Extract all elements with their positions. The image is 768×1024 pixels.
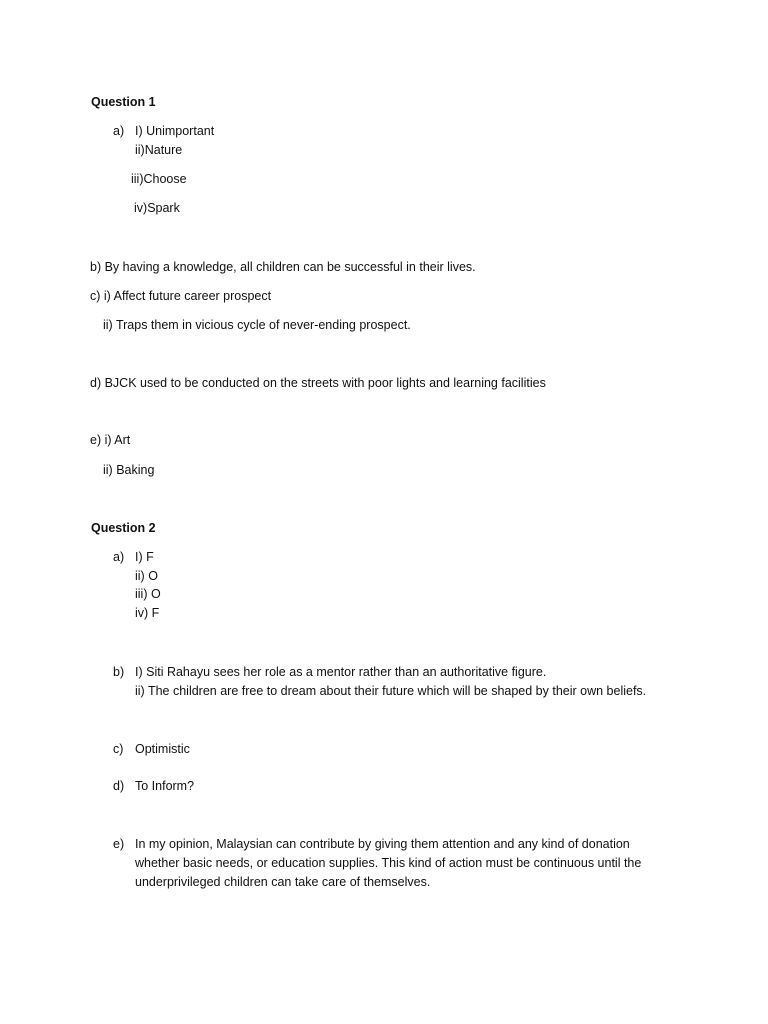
q1-c-answer-2: ii) Traps them in vicious cycle of never-ending prospect. bbox=[103, 318, 411, 332]
q1-e-answer-2: ii) Baking bbox=[103, 463, 155, 477]
question-1-heading: Question 1 bbox=[91, 95, 156, 109]
q1-a-item-3: iii)Choose bbox=[131, 172, 187, 186]
q1-b-answer: b) By having a knowledge, all children can be successful in their lives. bbox=[90, 260, 476, 274]
q2-c-answer: Optimistic bbox=[135, 742, 190, 756]
q1-e-answer-1: e) i) Art bbox=[90, 433, 131, 447]
q2-d-marker: d) bbox=[113, 779, 125, 793]
question-2-heading: Question 2 bbox=[91, 521, 156, 535]
q2-e-line-3: underprivileged children can take care of themselves. bbox=[135, 875, 431, 889]
q2-a-item-4: iv) F bbox=[135, 606, 160, 620]
q1-d-answer: d) BJCK used to be conducted on the streets with poor lights and learning facilities bbox=[90, 376, 546, 390]
q2-b-item-2: ii) The children are free to dream about their future which will be shaped by their own beliefs. bbox=[135, 684, 647, 698]
q2-a-marker: a) bbox=[113, 550, 125, 564]
q2-a-item-2: ii) O bbox=[135, 569, 158, 583]
q1-a-item-2: ii)Nature bbox=[135, 143, 183, 157]
q1-a-marker: a) bbox=[113, 124, 125, 138]
q2-e-marker: e) bbox=[113, 837, 125, 851]
q2-a-item-3: iii) O bbox=[135, 587, 161, 601]
q2-e-line-1: In my opinion, Malaysian can contribute by giving them attention and any kind of donation bbox=[135, 837, 630, 851]
q1-a-item-4: iv)Spark bbox=[134, 201, 180, 215]
q2-e-line-2: whether basic needs, or education supplies. This kind of action must be continuous until the bbox=[135, 856, 642, 870]
q2-b-item-1: I) Siti Rahayu sees her role as a mentor rather than an authoritative figure. bbox=[135, 665, 547, 679]
q2-b-marker: b) bbox=[113, 665, 125, 679]
q1-c-answer-1: c) i) Affect future career prospect bbox=[90, 289, 272, 303]
q2-d-answer: To Inform? bbox=[135, 779, 195, 793]
q2-a-item-1: I) F bbox=[135, 550, 154, 564]
q1-a-item-1: I) Unimportant bbox=[135, 124, 215, 138]
q2-c-marker: c) bbox=[113, 742, 124, 756]
